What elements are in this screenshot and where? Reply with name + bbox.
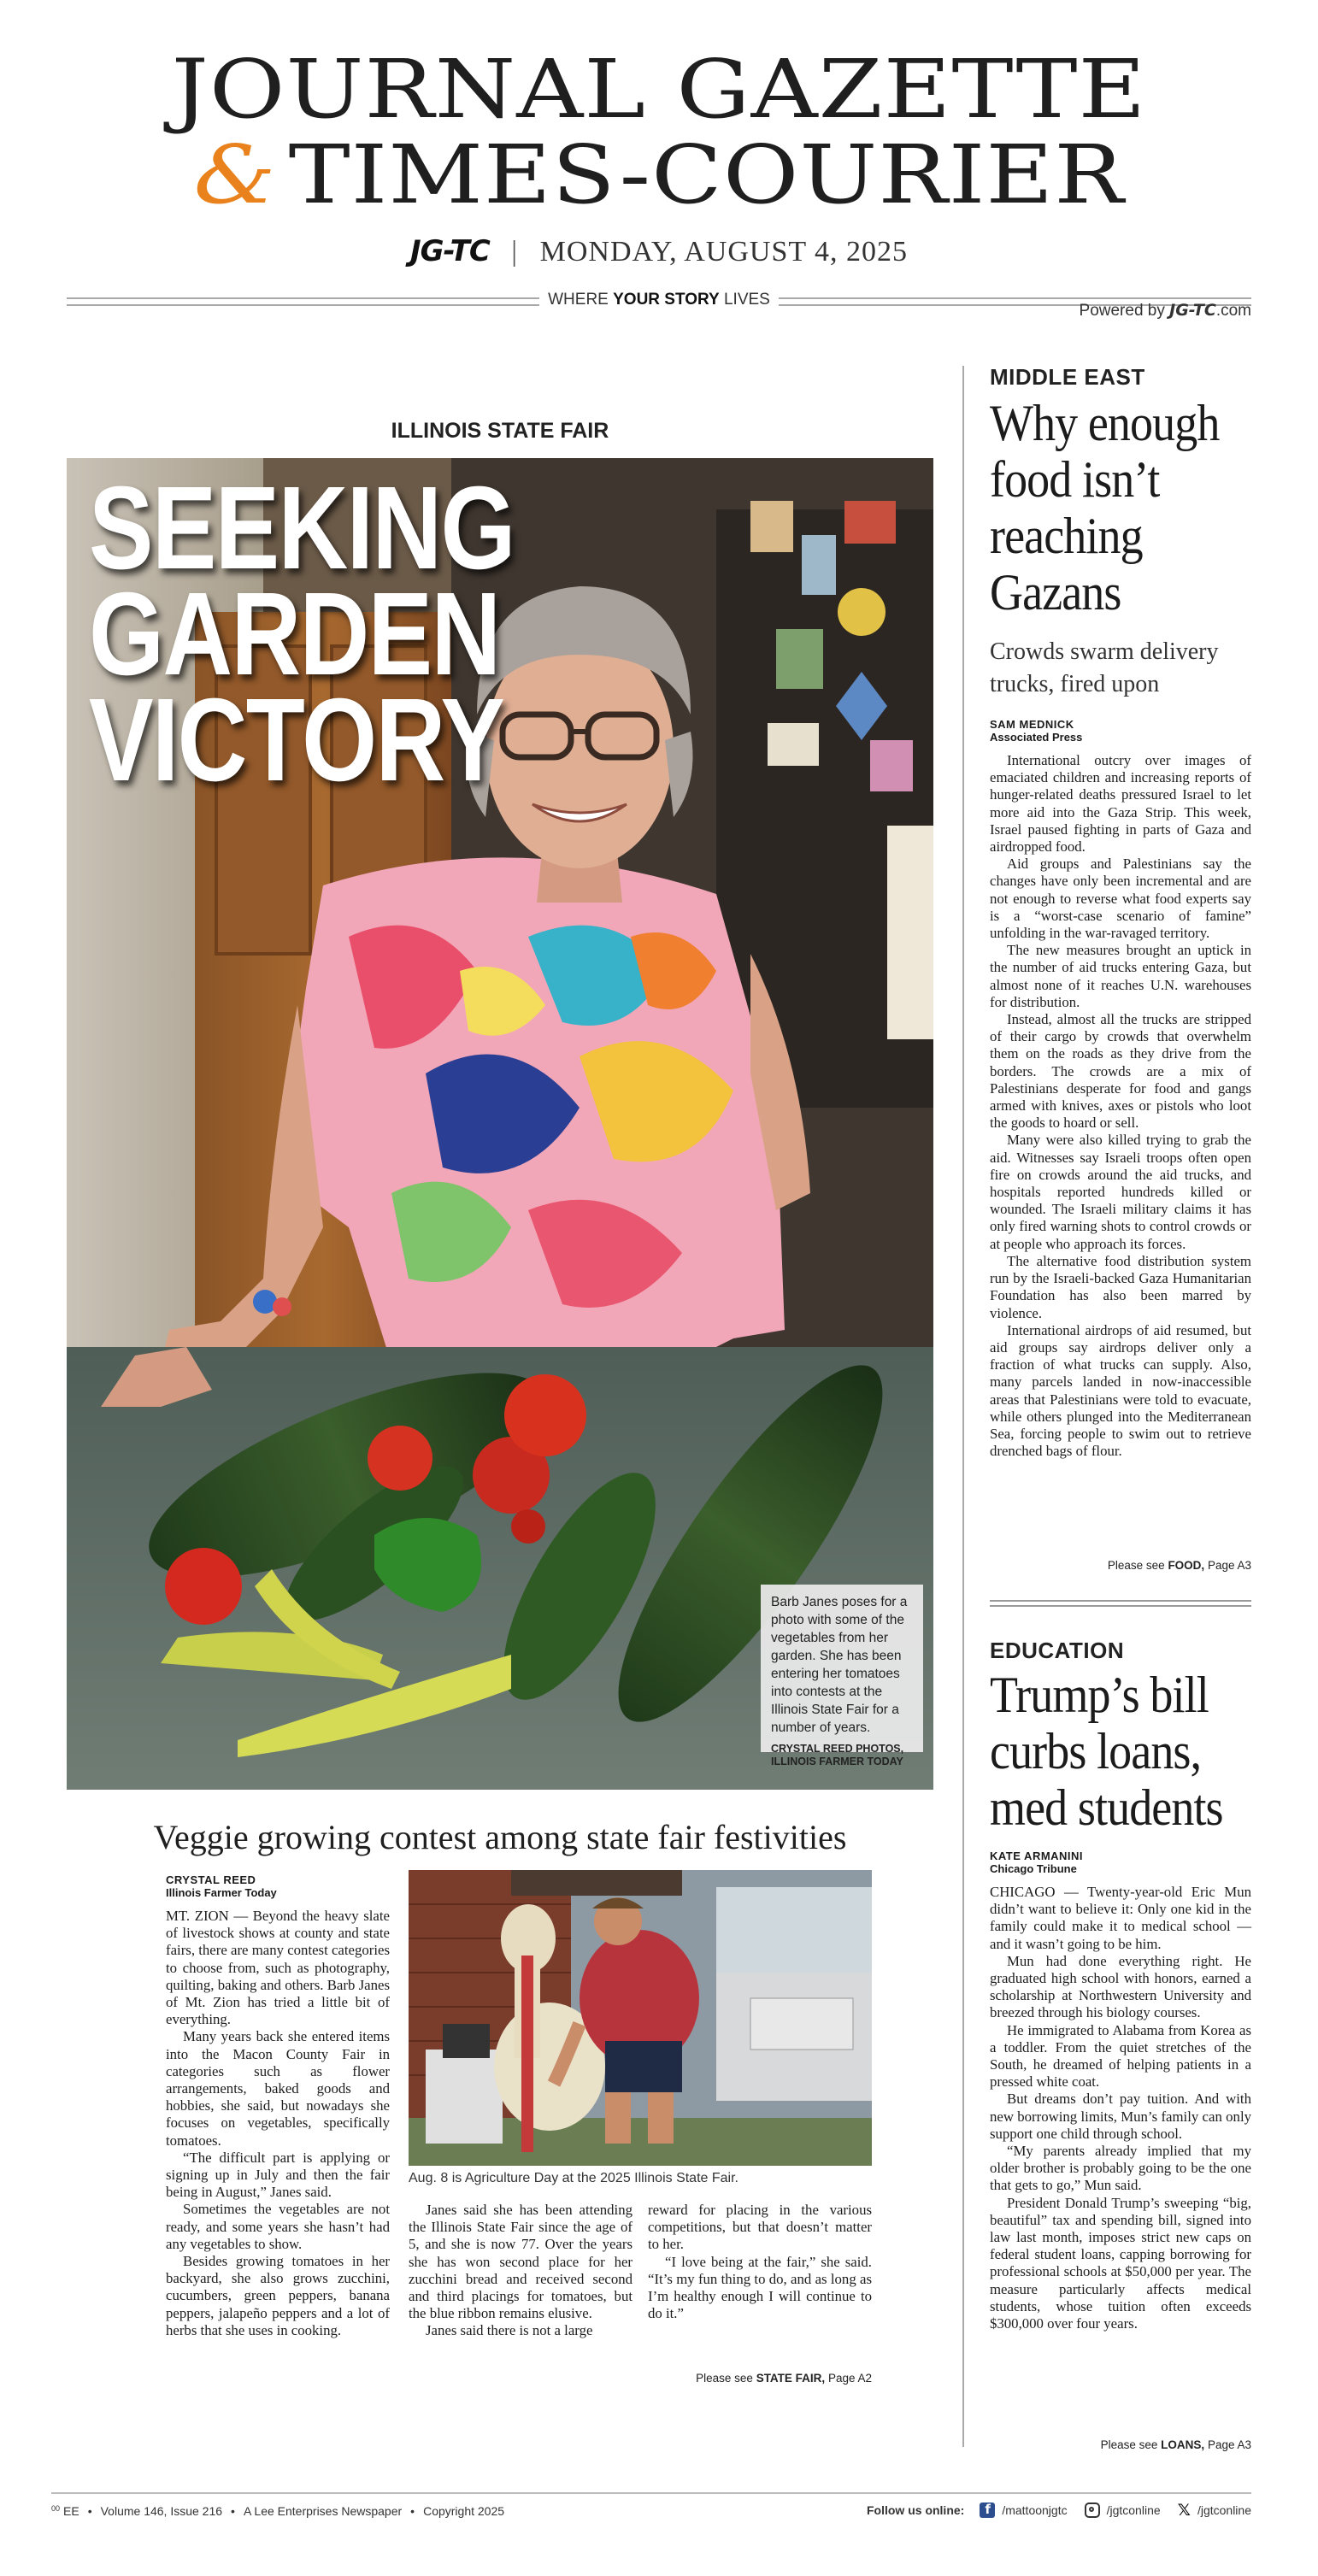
gaza-story-body: International outcry over images of emaciated children and increasing reports of hunger-related deaths pressured Israel to let more aid into the Gaza Strip. This week, Israel paused fighting in parts of Gaza and airdropped food. Aid groups and Palestinians say the changes have only been incremental and are not enough to reverse what food experts say is a “worst-case scenario of famine” unfolding in the war-ravaged territory. The new measures brought an uptick in the number of aid trucks entering Gaza, but almost none of it reaches U.N. warehouses for distribution. Instead, almost all the trucks are stripped of their cargo by crowds that overwhelm them on the roads as they drive from the borders. The crowds are a mix of Palestinians desperate for food and gangs armed with knives, axes or pistols who loot the goods to hoard or sell. Many were also killed trying to grab the aid. Witnesses say Israeli troops often open fire on crowds around the aid trucks, and hospitals reported hundreds killed or wounded. The Israeli military claims it has only fired warning shots to control crowds or at people who approach its forces. The alternative food distribution system run by the Israeli-backed Gaza Humanitarian Foundation has also been marred by violence. International airdrops of aid resumed, but aid groups say airdrops deliver only a fraction of what trucks can supply. Also, many parcels landed in now-inaccessible areas that Palestinians were told to evacuate, while others plunged into the Mediterranean Sea, forcing people to swim out to retrieve drenched bags of flour.: [990, 752, 1251, 1460]
see-more-food[interactable]: Please see FOOD, Page A3: [1107, 1559, 1251, 1572]
masthead-ampersand: &: [193, 128, 277, 223]
loans-headline: Trump’s bill curbs loans, med students: [990, 1667, 1223, 1836]
footer-copyright: Copyright 2025: [423, 2504, 505, 2518]
agriculture-day-caption: Aug. 8 is Agriculture Day at the 2025 Illinois State Fair.: [409, 2171, 738, 2185]
footer-edition: EE: [63, 2504, 79, 2518]
caption-text: Barb Janes poses for a photo with some of the vegetables from her garden. She has been entering her tomatoes into contests at the Illinois State Fair for a number of years.: [771, 1595, 908, 1735]
gaza-headline: Why enough food isn’t reaching Gazans: [990, 395, 1220, 620]
footer-page-code: 00: [51, 2504, 61, 2513]
photo-credit: CRYSTAL REED PHOTOS, ILLINOIS FARMER TODAY: [771, 1743, 904, 1767]
dateline: [0, 234, 1318, 268]
main-headline: SEEKING GARDEN VICTORY: [89, 462, 515, 806]
byline-name: CRYSTAL REED: [166, 1873, 256, 1886]
rail-separator: [990, 1600, 1251, 1607]
agriculture-day-photo: [409, 1870, 872, 2166]
main-kicker: ILLINOIS STATE FAIR: [391, 419, 609, 443]
loans-byline-org: Chicago Tribune: [990, 1862, 1077, 1875]
main-byline: [166, 1873, 277, 1899]
tagline-bold: YOUR STORY: [613, 291, 720, 309]
gaza-dek: Crowds swarm delivery trucks, fired upon: [990, 638, 1219, 697]
main-story-column-3: reward for placing in the various competitions, but that doesn’t matter to her. “I love being at the fair,” she said. “It’s my fun thing to do, and as long as I’m healthy enough I will continue to do it.”: [648, 2202, 872, 2322]
main-photo: [67, 458, 933, 1790]
tagline-row: [67, 291, 1251, 311]
issue-date: MONDAY, AUGUST 4, 2025: [539, 236, 909, 268]
footer-info: $^{00}$ EE • Volume 146, Issue 216 • A Lee Enterprises Newspaper • Copyright 2025: [51, 2504, 505, 2518]
follow-label: Follow us online:: [867, 2503, 965, 2517]
gaza-byline-org: Associated Press: [990, 731, 1083, 744]
main-story-column-1: MT. ZION — Beyond the heavy slate of livestock shows at county and state fairs, there are many contest categories to choose from, such as photography, quilting, baking and others. Barb Janes of Mt. Zion has tried a little bit of everything. Many years back she entered items into the Macon County Fair in categories such as flower arrangements, baked goods and hobbies, she said, but nowadays she focuses on vegetables, specifically tomatoes. “The difficult part is applying or signing up in July and then the fair being in August,” Janes said. Sometimes the vegetables are not ready, and some years she hasn’t had any vegetables to show. Besides growing tomatoes in her backyard, she also grows zucchini, cucumbers, green peppers, banana peppers, jalapeño peppers and a lot of herbs that she uses in cooking.: [166, 1908, 390, 2338]
x-link[interactable]: /jgtconline: [1197, 2503, 1251, 2517]
loans-byline: [990, 1850, 1083, 1875]
x-icon[interactable]: 𝕏: [1177, 2501, 1191, 2520]
loans-byline-name: KATE ARMANINI: [990, 1850, 1084, 1862]
main-photo-caption: [761, 1585, 923, 1767]
gaza-byline: [990, 718, 1082, 744]
main-story-column-2: Janes said she has been attending the Illinois State Fair since the age of 5, and she is now 77. Over the years she has won second place for her zucchini bread and received second and third placings for tomatoes, but the blue ribbon remains elusive. Janes said there is not a large: [409, 2202, 633, 2339]
footer-volume: Volume 146, Issue 216: [100, 2504, 223, 2518]
tagline: WHERE YOUR STORY LIVES: [67, 291, 1251, 309]
dateline-separator: |: [511, 236, 519, 268]
facebook-icon[interactable]: [980, 2502, 995, 2518]
instagram-icon[interactable]: [1085, 2502, 1100, 2518]
see-more-loans[interactable]: Please see LOANS, Page A3: [1100, 2438, 1251, 2451]
column-divider: [962, 366, 964, 2447]
byline-org: Illinois Farmer Today: [166, 1886, 277, 1899]
footer-rule: [51, 2492, 1251, 2494]
facebook-link[interactable]: /mattoonjgtc: [1002, 2503, 1068, 2517]
gaza-byline-name: SAM MEDNICK: [990, 718, 1074, 731]
footer-publisher: A Lee Enterprises Newspaper: [243, 2504, 403, 2518]
main-subhead: Veggie growing contest among state fair festivities: [153, 1818, 847, 1856]
masthead-line-1: JOURNAL GAZETTE: [171, 43, 1147, 138]
powered-brand: JG-TC: [1169, 301, 1216, 320]
agriculture-day-illustration: [409, 1870, 872, 2166]
jgtc-logo: JG-TC: [409, 234, 490, 268]
instagram-link[interactable]: /jgtconline: [1106, 2503, 1161, 2517]
masthead-line-2: [0, 128, 1318, 223]
section-education: EDUCATION: [990, 1638, 1125, 1663]
social-links: [867, 2502, 1251, 2518]
masthead-line-2-text: TIMES-COURIER: [288, 128, 1125, 223]
see-more-state-fair[interactable]: Please see STATE FAIR, Page A2: [696, 2372, 872, 2385]
powered-by[interactable]: Powered by JG-TC.com: [1079, 301, 1251, 320]
loans-story-body: CHICAGO — Twenty-year-old Eric Mun didn’t want to believe it: Only one kid in the family could make it to medical school — and it wasn’t going to be him. Mun had done everything right. He graduated high school with honors, earned a scholarship at Northwestern University and breezed through his biology courses. He immigrated to Alabama from Korea as a toddler. From the quiet stretches of the South, he dreamed of helping patients in a pressed white coat. But dreams don’t pay tuition. And with new borrowing limits, Mun’s family can only support one child through school. “My parents already implied that my older brother is probably going to be the one that gets to go,” Mun said. President Donald Trump’s sweeping “big, beautiful” tax and spending bill, signed into law last month, imposes strict new caps on federal student loans, capping borrowing for professional schools at $50,000 per year. The measure particularly affects medical students, whose tuition often exceeds $300,000 over four years.: [990, 1884, 1251, 2332]
section-middle-east: MIDDLE EAST: [990, 364, 1145, 390]
